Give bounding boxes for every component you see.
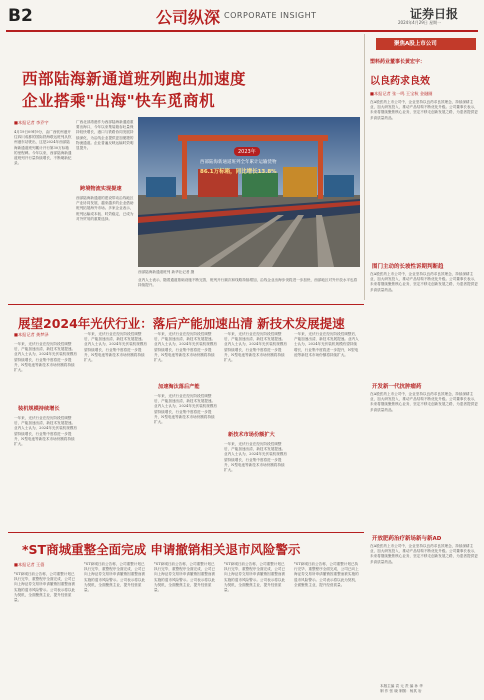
story2-subhead2: 加速淘汰落后产能 xyxy=(158,384,200,390)
page-header xyxy=(6,4,478,32)
story2-col1b: 一年来，光伏行业在经历阶段性调整后，产能加速出清，新技术发展提速。业内人士认为，2024年光伏装机规模有望持续增长，行业集中度将进一步提升，N型电池等新技术市场份额将持续扩大。 xyxy=(14,416,78,447)
story2-subhead1: 装机规模持续增长 xyxy=(18,406,60,412)
story2-headline: 展望2024年光伏行业：落后产能加速出清 新技术发展提速 xyxy=(18,316,345,331)
right-column-text1: 在A股医药上市公司中，企业坚持以良药求良效理念，持续深耕主业，加大研发投入，推动产品结构不断优化升级。公司董事长表示，未来将继续聚焦核心业务，坚定不移走创新发展之路，为患者提供更多高质量药品。 xyxy=(370,100,478,120)
right-column-subhead2: 开发新一代抗肿瘤药 xyxy=(372,384,422,390)
story3-headline: *ST商城重整全面完成 申请撤销相关退市风险警示 xyxy=(22,542,301,557)
story2-col5: 一年来，光伏行业在经历阶段性调整后，产能加速出清，新技术发展提速。业内人士认为，2024年光伏装机规模有望持续增长，行业集中度将进一步提升，N型电池等新技术市场份额将持续扩大。 xyxy=(294,332,359,357)
footer-production: 制 作 张 晓 制图：杨其 岩 xyxy=(380,689,422,694)
issue-date: 2024年4月29日 星期一 xyxy=(398,20,442,25)
story1-headline-line2: 企业搭乘"出海"快车觅商机 xyxy=(22,92,216,110)
footer-editors: 本版主编 袁 元 责 编 孙 华 xyxy=(380,684,423,688)
story1-col3: 西部陆海新通道的建设带动沿线地区产业协同发展，越来越多的企业借助班列拓展海外市场。多家企业表示，班列运输成本低、时效稳定，已成为对外贸易的重要选择。 xyxy=(76,196,134,221)
story-divider xyxy=(8,304,364,305)
story1-col4: 业内人士表示，随着通道基础设施不断完善，班列开行频次和线路持续增加，沿线企业出海步伐将进一步加快，西部地区对外开放水平也将持续提升。 xyxy=(138,278,358,288)
story2-col4a: 一年来，光伏行业在经历阶段性调整后，产能加速出清，新技术发展提速。业内人士认为，2024年光伏装机规模有望持续增长，行业集中度将进一步提升，N型电池等新技术市场份额将持续扩大。 xyxy=(224,332,288,363)
section-title-en: CORPORATE INSIGHT xyxy=(224,11,317,20)
story1-col2: 广西北部湾港作为西部陆海新通道重要出海口，今年以来集装箱吞吐量保持较快增长，港口与铁路协同发展持续深化，为沿线企业提供更加便捷的物流通道。企业普遍反映运输时效明显提升。 xyxy=(76,120,134,151)
story3-col4: *ST商城日前公告称，公司重整计划已执行完毕，重整程序全面完成，公司已向上海证券交易所申请撤销因重整而被实施的退市风险警示。公司表示将以此为契机，全面聚焦主业，提升经营质量。 xyxy=(224,562,286,593)
right-column-banner-text: 聚焦A股上市公司 xyxy=(394,41,437,47)
story2-col1a: 一年来，光伏行业在经历阶段性调整后，产能加速出清，新技术发展提速。业内人士认为，2024年光伏装机规模有望持续增长，行业集中度将进一步提升，N型电池等新技术市场份额将持续扩大。 xyxy=(14,342,78,373)
story2-col2: 一年来，光伏行业在经历阶段性调整后，产能加速出清，新技术发展提速。业内人士认为，2024年光伏装机规模有望持续增长，行业集中度将进一步提升，N型电池等新技术市场份额将持续扩大。 xyxy=(84,332,148,363)
story1-photo xyxy=(138,117,360,267)
right-column-text4: 在A股医药上市公司中，企业坚持以良药求良效理念，持续深耕主业，加大研发投入，推动产品结构不断优化升级。公司董事长表示，未来将继续聚焦核心业务，坚定不移走创新发展之路，为患者提供更多高质量药品。 xyxy=(370,544,478,564)
story2-col3a: 一年来，光伏行业在经历阶段性调整后，产能加速出清，新技术发展提速。业内人士认为，2024年光伏装机规模有望持续增长，行业集中度将进一步提升，N型电池等新技术市场份额将持续扩大。 xyxy=(154,332,218,363)
section-title: 公司纵深 xyxy=(156,8,221,27)
right-column-text3: 在A股医药上市公司中，企业坚持以良药求良效理念，持续深耕主业，加大研发投入，推动产品结构不断优化升级。公司董事长表示，未来将继续聚焦核心业务，坚定不移走创新发展之路，为患者提供更多高质量药品。 xyxy=(370,392,478,412)
story1-subhead1: 跨境物流实现提速 xyxy=(80,186,122,192)
right-column-text2: 在A股医药上市公司中，企业坚持以良药求良效理念，持续深耕主业，加大研发投入，推动产品结构不断优化升级。公司董事长表示，未来将继续聚焦核心业务，坚定不移走创新发展之路，为患者提供更多高质量药品。 xyxy=(370,272,478,292)
story-divider xyxy=(8,532,364,533)
story1-headline-line1: 西部陆海新通道班列跑出加速度 xyxy=(22,70,247,88)
right-column-headline: 以良药求良效 xyxy=(370,76,430,87)
photo-badge: 2023年 xyxy=(234,147,260,156)
right-column-kicker: 塑料药业董事长黄宏宇： xyxy=(370,59,426,65)
train-photo-icon xyxy=(138,117,360,267)
photo-stat-line2: 86.1万标箱，同比增长13.8% xyxy=(200,169,277,175)
page-number: B2 xyxy=(8,6,33,26)
story3-col2: *ST商城日前公告称，公司重整计划已执行完毕，重整程序全面完成，公司已向上海证券交易所申请撤销因重整而被实施的退市风险警示。公司表示将以此为契机，全面聚焦主业，提升经营质量。 xyxy=(84,562,146,593)
story1-col1: 4月19日09时9分，由广西钦州港开往四川成都的国际铁海联运班列从钦州港东站驶出，这是2024年西部陆海新通道班列累计开行第30万标箱的里程碑。今年以来，西部陆海新通道班列开行量持续增长，不断刷新纪录。 xyxy=(14,130,72,166)
newspaper-name: 证券日报 xyxy=(410,7,459,21)
right-column-subhead3: 开放肥药治疗新场新与新AD xyxy=(372,536,442,542)
story2-byline: ■本报记者 龚梦泽 xyxy=(14,332,49,337)
right-column-subhead1: 围门主动的长坡性诉期判断趋 xyxy=(372,264,444,270)
story1-byline: ■本报记者 李乔宇 xyxy=(14,120,49,125)
column-divider xyxy=(364,34,365,300)
story3-byline: ■本报记者 王僖 xyxy=(14,562,45,567)
photo-caption: 西部陆海新通道班列 新华社记者 摄 xyxy=(138,270,195,274)
story2-subhead3: 新技术市场份额扩大 xyxy=(228,432,275,438)
story3-col1: *ST商城日前公告称，公司重整计划已执行完毕，重整程序全面完成，公司已向上海证券交易所申请撤销因重整而被实施的退市风险警示。公司表示将以此为契机，全面聚焦主业，提升经营质量。 xyxy=(14,572,76,603)
page-footer xyxy=(380,684,476,694)
photo-stat-line1: 西部陆海新通道班列全年累计运输货物 xyxy=(200,160,277,165)
story3-col3: *ST商城日前公告称，公司重整计划已执行完毕，重整程序全面完成，公司已向上海证券交易所申请撤销因重整而被实施的退市风险警示。公司表示将以此为契机，全面聚焦主业，提升经营质量。 xyxy=(154,562,216,593)
story2-col3b: 一年来，光伏行业在经历阶段性调整后，产能加速出清，新技术发展提速。业内人士认为，2024年光伏装机规模有望持续增长，行业集中度将进一步提升，N型电池等新技术市场份额将持续扩大。 xyxy=(154,394,218,425)
story2-col4b: 一年来，光伏行业在经历阶段性调整后，产能加速出清，新技术发展提速。业内人士认为，2024年光伏装机规模有望持续增长，行业集中度将进一步提升，N型电池等新技术市场份额将持续扩大。 xyxy=(224,442,288,473)
story3-col5: *ST商城日前公告称，公司重整计划已执行完毕，重整程序全面完成，公司已向上海证券交易所申请撤销因重整而被实施的退市风险警示。公司表示将以此为契机，全面聚焦主业，提升经营质量。 xyxy=(294,562,359,587)
right-column-byline: ■本报记者 张一鸣 王宝秋 金融圈 xyxy=(370,91,433,96)
